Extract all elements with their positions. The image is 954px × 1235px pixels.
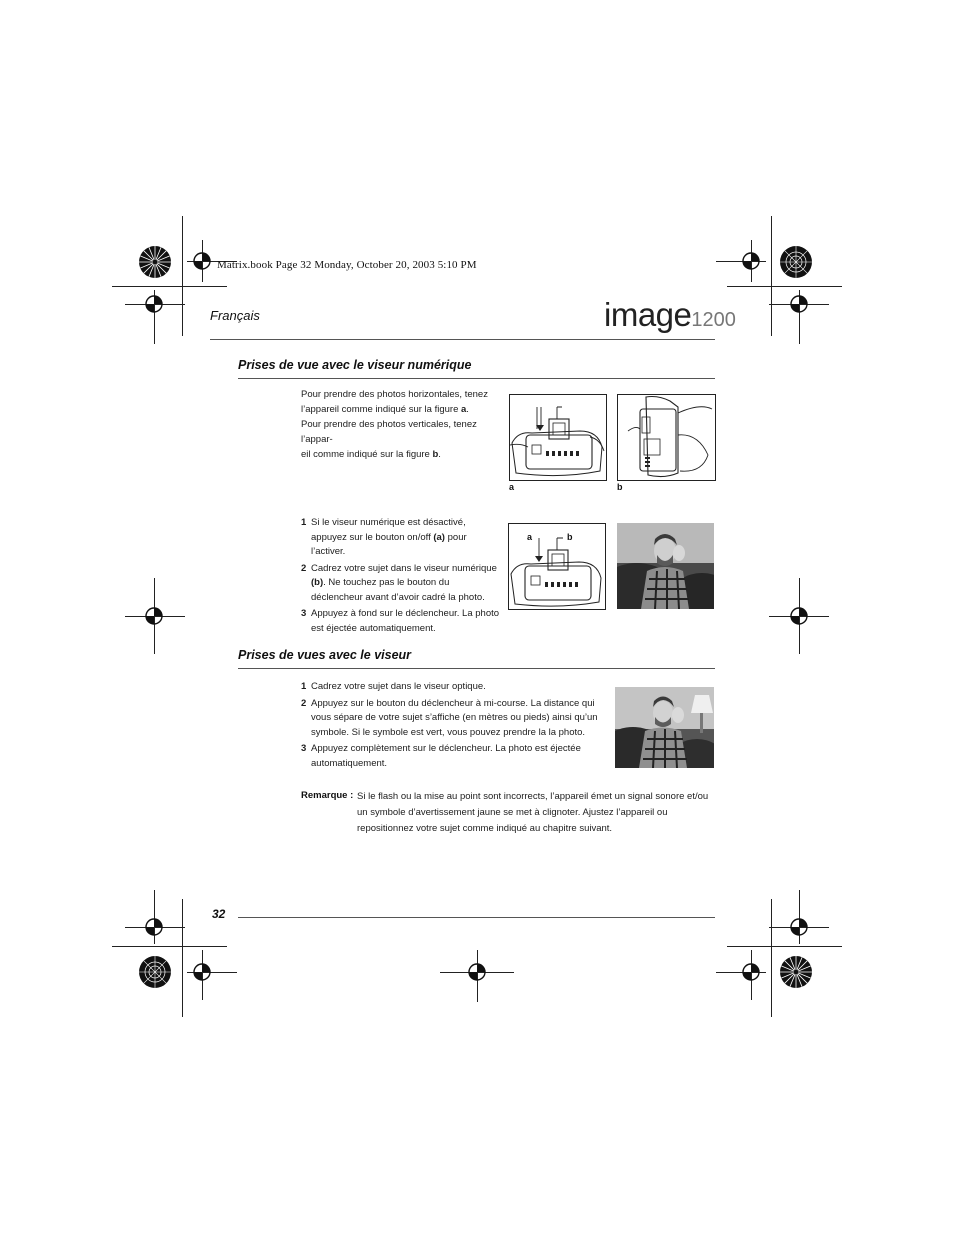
photo-illustration bbox=[615, 687, 714, 768]
header-rule bbox=[210, 339, 715, 340]
crosshair-icon bbox=[784, 912, 814, 942]
brand-logo bbox=[604, 296, 736, 334]
list-item: 1 Si le viseur numérique est désactivé, appuyez sur le bouton on/off (a) pour l’activer. bbox=[301, 517, 467, 557]
figure-ref-b: b bbox=[432, 449, 439, 460]
list-item: 2 Appuyez sur le bouton du déclencheur à mi-course. La distance qui vous sépare de votre sujet s’affiche (en mètres ou pieds) ainsi qu’un symbole. Si le symbole est vert, vous pouvez prendre la la photo. bbox=[301, 697, 598, 738]
crosshair-icon bbox=[462, 957, 492, 987]
starburst-target-icon bbox=[138, 245, 172, 279]
crosshair-icon bbox=[139, 912, 169, 942]
callout-b: b bbox=[567, 532, 573, 542]
callout-a: a bbox=[527, 532, 533, 542]
note-label: Remarque : bbox=[301, 790, 354, 801]
list-item: 3 Appuyez complètement sur le déclencheur. La photo est éjectée automatiquement. bbox=[301, 743, 581, 769]
list-item: 1 Cadrez votre sujet dans le viseur optique. bbox=[301, 681, 486, 692]
section1-intro bbox=[301, 387, 501, 462]
intro-line: eil comme indiqué sur la figure b. bbox=[301, 449, 441, 460]
list-item: 3 Appuyez à fond sur le déclencheur. La photo est éjectée automatiquement. bbox=[301, 608, 500, 634]
section2-steps bbox=[301, 680, 601, 773]
crosshair-icon bbox=[139, 289, 169, 319]
page-number: 32 bbox=[212, 907, 226, 921]
figure-label-a: a bbox=[509, 482, 515, 492]
section-title-viewfinder: Prises de vues avec le viseur bbox=[238, 648, 412, 662]
intro-line: l’appareil comme indiqué sur la figure a. bbox=[301, 404, 469, 415]
section-rule bbox=[238, 378, 715, 379]
intro-line: Pour prendre des photos verticales, tenez l’appar- bbox=[301, 419, 477, 445]
section-title-digital-viewfinder: Prises de vue avec le viseur numérique bbox=[238, 358, 472, 372]
figure-camera-horizontal bbox=[509, 394, 607, 481]
figure-camera-vertical bbox=[617, 394, 716, 481]
photo-illustration bbox=[617, 523, 714, 609]
crosshair-icon bbox=[736, 246, 766, 276]
starburst-target-icon bbox=[779, 245, 813, 279]
note-text: Si le flash ou la mise au point sont incorrects, l’appareil émet un signal sonore et/ou un symbole d’avertissement jaune se met à clignoter. Ajustez l’appareil ou repositionnez votre sujet comme indiqué au chapitre suivant. bbox=[357, 791, 709, 834]
crosshair-icon bbox=[784, 601, 814, 631]
brand-number: 1200 bbox=[691, 309, 736, 331]
starburst-target-icon bbox=[138, 955, 172, 989]
section-rule bbox=[238, 668, 715, 669]
print-slug: Matrix.book Page 32 Monday, October 20, 2003 5:10 PM bbox=[217, 259, 477, 271]
list-item: 2 Cadrez votre sujet dans le viseur numérique (b). Ne touchez pas le bouton du déclencheur avant d’avoir cadré la photo. bbox=[301, 562, 497, 603]
crosshair-icon bbox=[187, 246, 217, 276]
sample-photo-man-lamp bbox=[615, 687, 714, 768]
crosshair-icon bbox=[784, 289, 814, 319]
figure-ref-a: a bbox=[461, 404, 467, 415]
camera-vertical-illustration bbox=[618, 395, 715, 480]
camera-horizontal-illustration bbox=[510, 395, 606, 480]
language-label: Français bbox=[210, 308, 260, 323]
crosshair-icon bbox=[139, 601, 169, 631]
crosshair-icon bbox=[736, 957, 766, 987]
section1-steps bbox=[301, 516, 501, 638]
figure-label-b: b bbox=[617, 482, 623, 492]
footer-rule bbox=[238, 917, 715, 918]
figure-camera-callouts bbox=[508, 523, 606, 610]
crosshair-icon bbox=[187, 957, 217, 987]
brand-word: image bbox=[604, 296, 692, 333]
intro-line: Pour prendre des photos horizontales, tenez bbox=[301, 389, 488, 400]
sample-photo-man-sofa bbox=[617, 523, 714, 609]
camera-callouts-illustration bbox=[509, 524, 605, 609]
starburst-target-icon bbox=[779, 955, 813, 989]
